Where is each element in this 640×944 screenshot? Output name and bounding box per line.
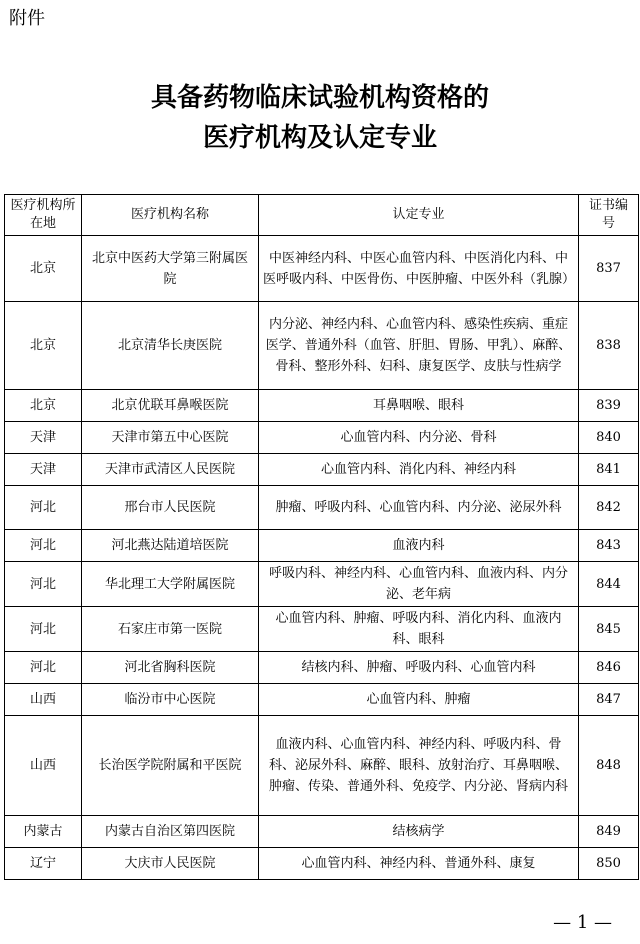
cell-specialties: 耳鼻咽喉、眼科: [259, 390, 579, 422]
cell-specialties: 心血管内科、神经内科、普通外科、康复: [259, 848, 579, 880]
cell-cert-no: 837: [579, 236, 639, 302]
cell-location: 山西: [5, 716, 82, 816]
page-number: — 1 —: [553, 912, 612, 933]
cell-specialties: 血液内科、心血管内科、神经内科、呼吸内科、骨科、泌尿外科、麻醉、眼科、放射治疗、耳鼻咽喉、肿瘤、传染、普通外科、免疫学、内分泌、肾病内科: [259, 716, 579, 816]
cell-specialties: 心血管内科、内分泌、骨科: [259, 422, 579, 454]
cell-specialties: 血液内科: [259, 530, 579, 562]
table-row: [5, 422, 639, 454]
cell-name: 北京优联耳鼻喉医院: [82, 390, 259, 422]
cell-location: 北京: [5, 236, 82, 302]
cell-name: 邢台市人民医院: [82, 486, 259, 530]
header-cert-no: 证书编号: [579, 195, 639, 236]
table-header-row: [5, 195, 639, 236]
cell-name: 北京清华长庚医院: [82, 302, 259, 390]
cell-location: 辽宁: [5, 848, 82, 880]
cell-specialties: 肿瘤、呼吸内科、心血管内科、内分泌、泌尿外科: [259, 486, 579, 530]
cell-location: 河北: [5, 486, 82, 530]
cell-cert-no: 840: [579, 422, 639, 454]
cell-cert-no: 847: [579, 684, 639, 716]
cell-name: 河北省胸科医院: [82, 652, 259, 684]
attachment-label: 附件: [9, 8, 45, 29]
cell-cert-no: 843: [579, 530, 639, 562]
header-location: 医疗机构所在地: [5, 195, 82, 236]
cell-location: 天津: [5, 422, 82, 454]
table-row: [5, 607, 639, 652]
table-row: [5, 684, 639, 716]
cell-name: 北京中医药大学第三附属医院: [82, 236, 259, 302]
cell-specialties: 中医神经内科、中医心血管内科、中医消化内科、中医呼吸内科、中医骨伤、中医肿瘤、中医外科（乳腺）: [259, 236, 579, 302]
page-title: [0, 78, 640, 158]
cell-name: 长治医学院附属和平医院: [82, 716, 259, 816]
cell-specialties: 结核病学: [259, 816, 579, 848]
cell-location: 河北: [5, 530, 82, 562]
cell-name: 大庆市人民医院: [82, 848, 259, 880]
cell-name: 内蒙古自治区第四医院: [82, 816, 259, 848]
cell-specialties: 心血管内科、肿瘤、呼吸内科、消化内科、血液内科、眼科: [259, 607, 579, 652]
table-row: [5, 562, 639, 607]
table-row: [5, 652, 639, 684]
cell-specialties: 心血管内科、消化内科、神经内科: [259, 454, 579, 486]
cell-location: 河北: [5, 652, 82, 684]
cell-cert-no: 844: [579, 562, 639, 607]
title-line-2: 医疗机构及认定专业: [202, 123, 437, 153]
cell-cert-no: 850: [579, 848, 639, 880]
cell-location: 天津: [5, 454, 82, 486]
cell-name: 天津市武清区人民医院: [82, 454, 259, 486]
cell-cert-no: 845: [579, 607, 639, 652]
header-specialties: 认定专业: [259, 195, 579, 236]
table-row: [5, 530, 639, 562]
cell-location: 北京: [5, 390, 82, 422]
cell-cert-no: 846: [579, 652, 639, 684]
cell-location: 北京: [5, 302, 82, 390]
cell-cert-no: 849: [579, 816, 639, 848]
table-row: [5, 454, 639, 486]
cell-specialties: 结核内科、肿瘤、呼吸内科、心血管内科: [259, 652, 579, 684]
cell-name: 石家庄市第一医院: [82, 607, 259, 652]
cell-name: 河北燕达陆道培医院: [82, 530, 259, 562]
cell-cert-no: 841: [579, 454, 639, 486]
table-row: [5, 716, 639, 816]
cell-name: 天津市第五中心医院: [82, 422, 259, 454]
table-row: [5, 486, 639, 530]
title-line-1: 具备药物临床试验机构资格的: [150, 83, 489, 113]
cell-cert-no: 848: [579, 716, 639, 816]
cell-specialties: 心血管内科、肿瘤: [259, 684, 579, 716]
table-row: [5, 236, 639, 302]
cell-location: 河北: [5, 562, 82, 607]
cell-cert-no: 838: [579, 302, 639, 390]
table-row: [5, 816, 639, 848]
cell-cert-no: 842: [579, 486, 639, 530]
cell-location: 山西: [5, 684, 82, 716]
cell-name: 华北理工大学附属医院: [82, 562, 259, 607]
table-row: [5, 390, 639, 422]
cell-location: 内蒙古: [5, 816, 82, 848]
header-name: 医疗机构名称: [82, 195, 259, 236]
table-row: [5, 302, 639, 390]
cell-location: 河北: [5, 607, 82, 652]
institution-table: [4, 194, 639, 880]
cell-name: 临汾市中心医院: [82, 684, 259, 716]
cell-specialties: 呼吸内科、神经内科、心血管内科、血液内科、内分泌、老年病: [259, 562, 579, 607]
table-row: [5, 848, 639, 880]
cell-cert-no: 839: [579, 390, 639, 422]
cell-specialties: 内分泌、神经内科、心血管内科、感染性疾病、重症医学、普通外科（血管、肝胆、胃肠、甲乳）、麻醉、骨科、整形外科、妇科、康复医学、皮肤与性病学: [259, 302, 579, 390]
